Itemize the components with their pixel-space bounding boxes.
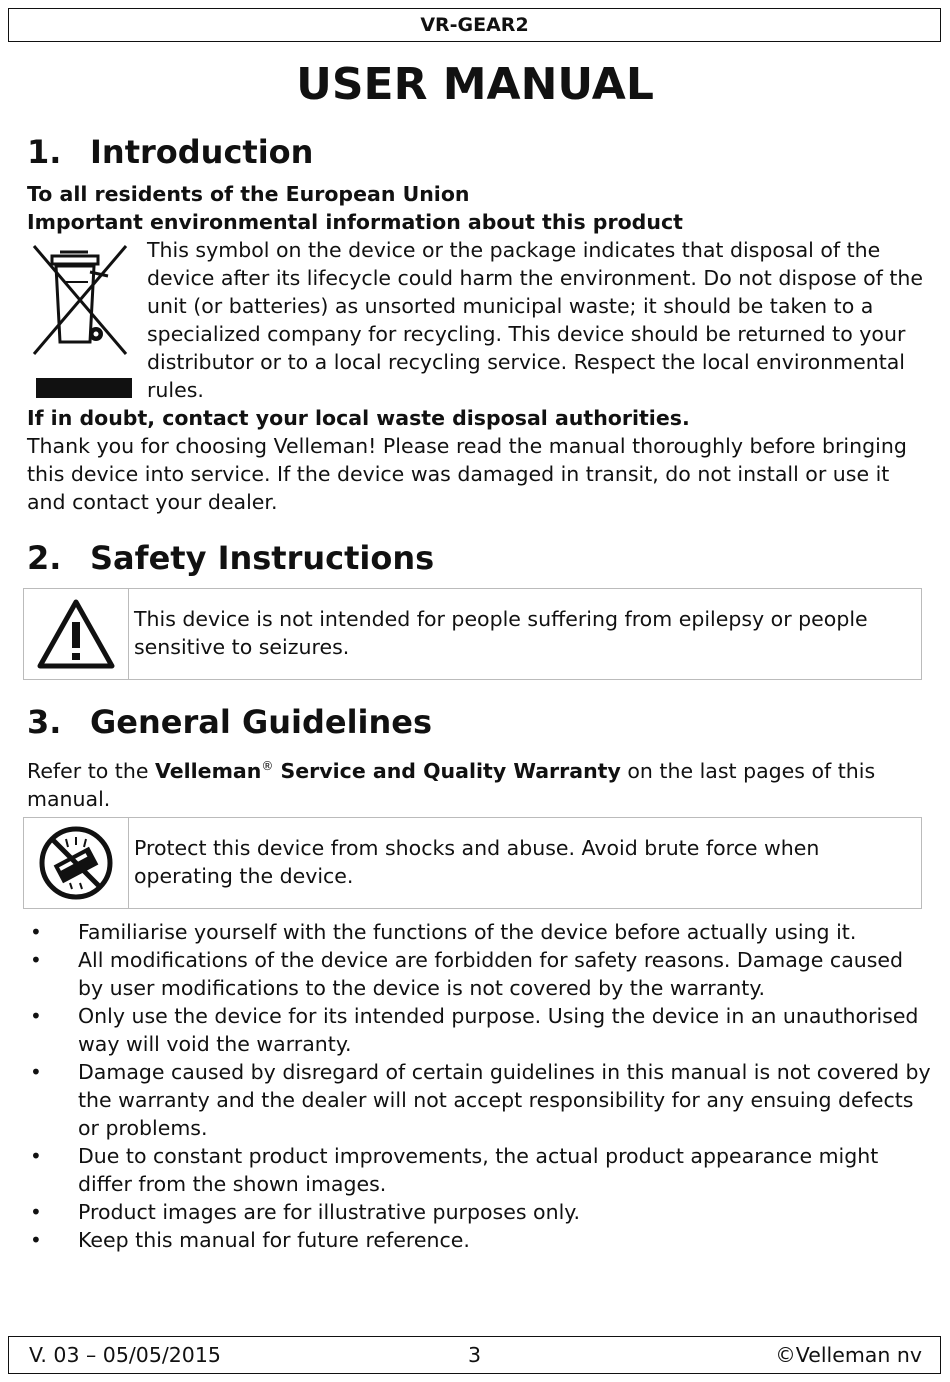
guidelines-list <box>27 918 932 1254</box>
refer-pre: Refer to the <box>27 758 155 783</box>
section-number: 3. <box>27 703 62 741</box>
list-item: • Keep this manual for future reference. <box>30 1228 470 1252</box>
warranty-reference <box>27 752 932 813</box>
warning-triangle-icon <box>24 589 129 679</box>
section-number: 2. <box>27 539 62 577</box>
header-model: VR-GEAR2 <box>8 8 941 42</box>
registered-mark: ® <box>261 759 274 773</box>
list-item: • Product images are for illustrative purposes only. <box>30 1200 580 1224</box>
velleman-brand: Velleman <box>154 758 262 783</box>
page-footer <box>8 1336 941 1374</box>
eu-residents-line: To all residents of the European Union <box>27 182 470 206</box>
crossed-out-wheelie-bin-icon <box>30 242 134 402</box>
section-title: Introduction <box>90 133 314 171</box>
weee-paragraph: This symbol on the device or the package indicates that disposal of the device after its lifecycle could harm the environment. Do not dispose of the unit (or batteries) as unsorted municipal waste; it should be taken to a specialized company for recycling. This device should be returned to your distributor or to a local recycling service. Respect the local environmental rules. <box>147 238 924 402</box>
list-item: • Only use the device for its intended purpose. Using the device in an unauthorised way will void the warranty. <box>30 1004 919 1056</box>
section-number: 1. <box>27 133 62 171</box>
bullet-glyph: • <box>30 1144 42 1168</box>
bullet-glyph: • <box>30 920 42 944</box>
thanks-paragraph: Thank you for choosing Velleman! Please read the manual thoroughly before bringing this device into service. If the device was damaged in transit, do not install or use it and contact your dealer. <box>27 434 907 514</box>
safety-warning-text: This device is not intended for people suffering from epilepsy or people sensitive to seizures. <box>134 607 868 659</box>
section-title: General Guidelines <box>90 703 433 741</box>
bullet-glyph: • <box>30 1004 42 1028</box>
page-number: 3 <box>467 1343 482 1367</box>
section-heading-introduction <box>27 132 313 172</box>
safety-warning-box <box>23 588 922 680</box>
no-shocks-icon <box>24 818 129 908</box>
list-item: • Familiarise yourself with the functions of the device before actually using it. <box>30 920 857 944</box>
refer-post: on the last pages of this manual. <box>27 758 876 811</box>
copyright: ©Velleman nv <box>775 1343 922 1367</box>
bullet-glyph: • <box>30 948 42 972</box>
list-item: • Damage caused by disregard of certain guidelines in this manual is not covered by the warranty and the dealer will not accept responsibility for any ensuing defects or problems. <box>30 1060 931 1140</box>
bullet-glyph: • <box>30 1200 42 1224</box>
bullet-glyph: • <box>30 1060 42 1084</box>
list-item: • All modifications of the device are forbidden for safety reasons. Damage caused by user modifications to the device is not covered by the warranty. <box>30 948 904 1000</box>
version-date: V. 03 – 05/05/2015 <box>29 1343 221 1367</box>
env-info-line: Important environmental information about this product <box>27 210 683 234</box>
protect-box <box>23 817 922 909</box>
warranty-name: Service and Quality Warranty <box>273 758 621 783</box>
protect-text: Protect this device from shocks and abuse. Avoid brute force when operating the device. <box>134 836 820 888</box>
list-item: • Due to constant product improvements, the actual product appearance might differ from the shown images. <box>30 1144 879 1196</box>
bullet-glyph: • <box>30 1228 42 1252</box>
section-heading-guidelines <box>27 702 432 742</box>
doc-title: USER MANUAL <box>296 59 654 110</box>
section-title: Safety Instructions <box>90 539 435 577</box>
doubt-line: If in doubt, contact your local waste disposal authorities. <box>27 406 690 430</box>
section-heading-safety <box>27 538 434 578</box>
